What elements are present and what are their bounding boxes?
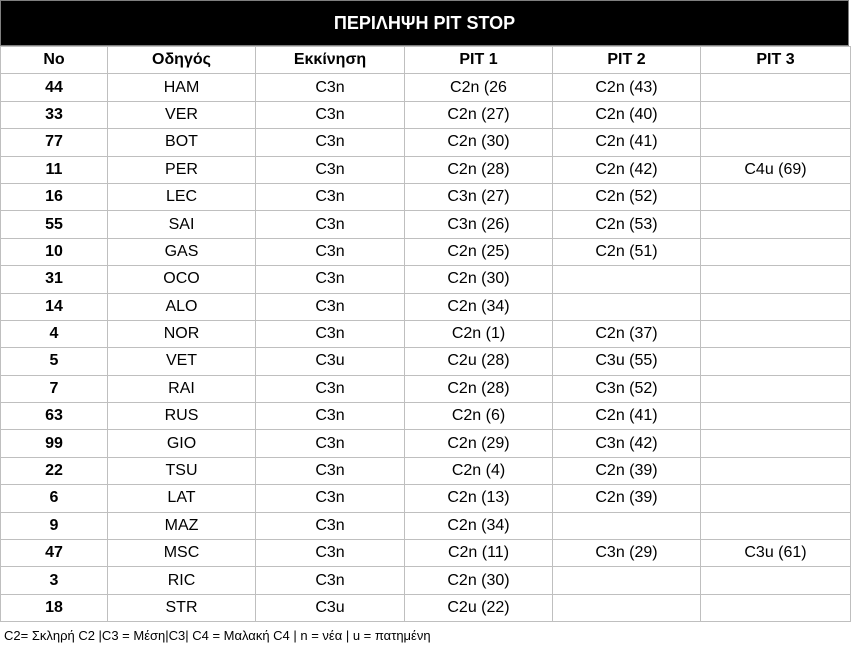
cell-number: 47	[1, 540, 108, 567]
cell-pit-1: C2n (30)	[405, 567, 553, 594]
cell-number: 31	[1, 266, 108, 293]
table-row	[1, 101, 851, 128]
cell-start-tyre: C3n	[256, 211, 405, 238]
cell-number: 16	[1, 183, 108, 210]
table-row	[1, 211, 851, 238]
cell-start-tyre: C3n	[256, 403, 405, 430]
cell-driver: MAZ	[108, 512, 256, 539]
cell-pit-1: C2n (30)	[405, 129, 553, 156]
cell-number: 7	[1, 375, 108, 402]
cell-driver: GIO	[108, 430, 256, 457]
column-header-start-tyre: Εκκίνηση	[256, 47, 405, 74]
column-header-driver: Οδηγός	[108, 47, 256, 74]
table-row	[1, 183, 851, 210]
table-row	[1, 430, 851, 457]
column-header-pit-1: PIT 1	[405, 47, 553, 74]
table-row	[1, 457, 851, 484]
cell-pit-1: C2n (11)	[405, 540, 553, 567]
cell-number: 5	[1, 348, 108, 375]
cell-driver: BOT	[108, 129, 256, 156]
cell-pit-2: C3n (42)	[553, 430, 701, 457]
cell-pit-1: C3n (26)	[405, 211, 553, 238]
cell-driver: ALO	[108, 293, 256, 320]
cell-pit-2: C2n (37)	[553, 320, 701, 347]
cell-pit-2: C3n (52)	[553, 375, 701, 402]
table-row	[1, 293, 851, 320]
cell-driver: TSU	[108, 457, 256, 484]
cell-pit-1: C2n (13)	[405, 485, 553, 512]
cell-number: 55	[1, 211, 108, 238]
cell-pit-3: C4u (69)	[701, 156, 851, 183]
header-row	[1, 47, 851, 74]
cell-driver: OCO	[108, 266, 256, 293]
cell-driver: SAI	[108, 211, 256, 238]
cell-start-tyre: C3n	[256, 183, 405, 210]
cell-pit-3	[701, 74, 851, 101]
cell-pit-1: C2n (4)	[405, 457, 553, 484]
cell-number: 77	[1, 129, 108, 156]
cell-pit-3	[701, 320, 851, 347]
cell-pit-1: C2u (28)	[405, 348, 553, 375]
cell-start-tyre: C3n	[256, 485, 405, 512]
cell-pit-1: C2n (28)	[405, 156, 553, 183]
table-title: ΠΕΡΙΛΗΨΗ PIT STOP	[0, 0, 849, 46]
cell-pit-1: C2n (25)	[405, 238, 553, 265]
cell-driver: MSC	[108, 540, 256, 567]
cell-start-tyre: C3n	[256, 156, 405, 183]
cell-pit-2	[553, 266, 701, 293]
cell-start-tyre: C3n	[256, 101, 405, 128]
cell-pit-3	[701, 403, 851, 430]
cell-pit-2	[553, 594, 701, 621]
cell-pit-2: C2n (51)	[553, 238, 701, 265]
cell-pit-2: C2n (39)	[553, 485, 701, 512]
cell-pit-3	[701, 430, 851, 457]
cell-number: 9	[1, 512, 108, 539]
cell-pit-3	[701, 485, 851, 512]
cell-pit-3	[701, 183, 851, 210]
cell-start-tyre: C3n	[256, 430, 405, 457]
cell-pit-1: C3n (27)	[405, 183, 553, 210]
table-row	[1, 594, 851, 621]
table-row	[1, 238, 851, 265]
table-row	[1, 485, 851, 512]
cell-pit-2: C2n (43)	[553, 74, 701, 101]
cell-number: 4	[1, 320, 108, 347]
cell-pit-2: C2n (53)	[553, 211, 701, 238]
cell-start-tyre: C3n	[256, 540, 405, 567]
cell-number: 11	[1, 156, 108, 183]
cell-pit-3	[701, 375, 851, 402]
cell-pit-3	[701, 567, 851, 594]
cell-driver: RAI	[108, 375, 256, 402]
cell-start-tyre: C3n	[256, 512, 405, 539]
cell-pit-1: C2n (27)	[405, 101, 553, 128]
cell-driver: PER	[108, 156, 256, 183]
cell-start-tyre: C3n	[256, 293, 405, 320]
cell-pit-1: C2n (28)	[405, 375, 553, 402]
cell-number: 3	[1, 567, 108, 594]
cell-number: 63	[1, 403, 108, 430]
cell-driver: VER	[108, 101, 256, 128]
table-row	[1, 540, 851, 567]
cell-pit-3	[701, 238, 851, 265]
cell-pit-3	[701, 512, 851, 539]
table-row	[1, 348, 851, 375]
table-row	[1, 375, 851, 402]
cell-start-tyre: C3n	[256, 266, 405, 293]
cell-pit-3	[701, 457, 851, 484]
cell-start-tyre: C3n	[256, 567, 405, 594]
cell-pit-1: C2n (6)	[405, 403, 553, 430]
table-row	[1, 403, 851, 430]
cell-pit-2: C2n (41)	[553, 403, 701, 430]
cell-pit-1: C2n (30)	[405, 266, 553, 293]
cell-driver: HAM	[108, 74, 256, 101]
cell-start-tyre: C3u	[256, 348, 405, 375]
cell-driver: RIC	[108, 567, 256, 594]
legend-note: C2= Σκληρή C2 |C3 = Μέση|C3| C4 = Μαλακή C4 | n = νέα | u = πατημένη	[4, 628, 431, 643]
cell-pit-2	[553, 293, 701, 320]
cell-pit-2: C2n (52)	[553, 183, 701, 210]
cell-number: 14	[1, 293, 108, 320]
cell-start-tyre: C3n	[256, 375, 405, 402]
table-row	[1, 156, 851, 183]
cell-pit-2: C3n (29)	[553, 540, 701, 567]
column-header-pit-3: PIT 3	[701, 47, 851, 74]
cell-pit-2	[553, 512, 701, 539]
cell-pit-1: C2n (34)	[405, 512, 553, 539]
table-row	[1, 320, 851, 347]
cell-driver: VET	[108, 348, 256, 375]
cell-pit-1: C2u (22)	[405, 594, 553, 621]
cell-number: 18	[1, 594, 108, 621]
cell-pit-2: C2n (41)	[553, 129, 701, 156]
cell-driver: LEC	[108, 183, 256, 210]
pit-stop-table	[0, 46, 851, 622]
table-row	[1, 266, 851, 293]
column-header-number: No	[1, 47, 108, 74]
cell-number: 10	[1, 238, 108, 265]
cell-driver: NOR	[108, 320, 256, 347]
table-row	[1, 129, 851, 156]
cell-number: 99	[1, 430, 108, 457]
cell-pit-1: C2n (26	[405, 74, 553, 101]
cell-pit-3	[701, 211, 851, 238]
cell-pit-2	[553, 567, 701, 594]
cell-pit-1: C2n (29)	[405, 430, 553, 457]
cell-pit-3	[701, 266, 851, 293]
cell-driver: STR	[108, 594, 256, 621]
cell-start-tyre: C3n	[256, 129, 405, 156]
cell-pit-3	[701, 129, 851, 156]
cell-pit-1: C2n (34)	[405, 293, 553, 320]
table-row	[1, 567, 851, 594]
cell-pit-3	[701, 594, 851, 621]
cell-start-tyre: C3u	[256, 594, 405, 621]
cell-start-tyre: C3n	[256, 74, 405, 101]
cell-pit-1: C2n (1)	[405, 320, 553, 347]
cell-number: 44	[1, 74, 108, 101]
cell-driver: LAT	[108, 485, 256, 512]
cell-start-tyre: C3n	[256, 238, 405, 265]
cell-pit-2: C2n (42)	[553, 156, 701, 183]
column-header-pit-2: PIT 2	[553, 47, 701, 74]
cell-start-tyre: C3n	[256, 320, 405, 347]
cell-number: 6	[1, 485, 108, 512]
table-row	[1, 74, 851, 101]
cell-start-tyre: C3n	[256, 457, 405, 484]
cell-pit-2: C3u (55)	[553, 348, 701, 375]
cell-driver: RUS	[108, 403, 256, 430]
cell-pit-3	[701, 101, 851, 128]
cell-pit-3	[701, 293, 851, 320]
cell-number: 22	[1, 457, 108, 484]
cell-number: 33	[1, 101, 108, 128]
cell-pit-3: C3u (61)	[701, 540, 851, 567]
cell-pit-2: C2n (39)	[553, 457, 701, 484]
cell-pit-2: C2n (40)	[553, 101, 701, 128]
cell-driver: GAS	[108, 238, 256, 265]
table-row	[1, 512, 851, 539]
cell-pit-3	[701, 348, 851, 375]
